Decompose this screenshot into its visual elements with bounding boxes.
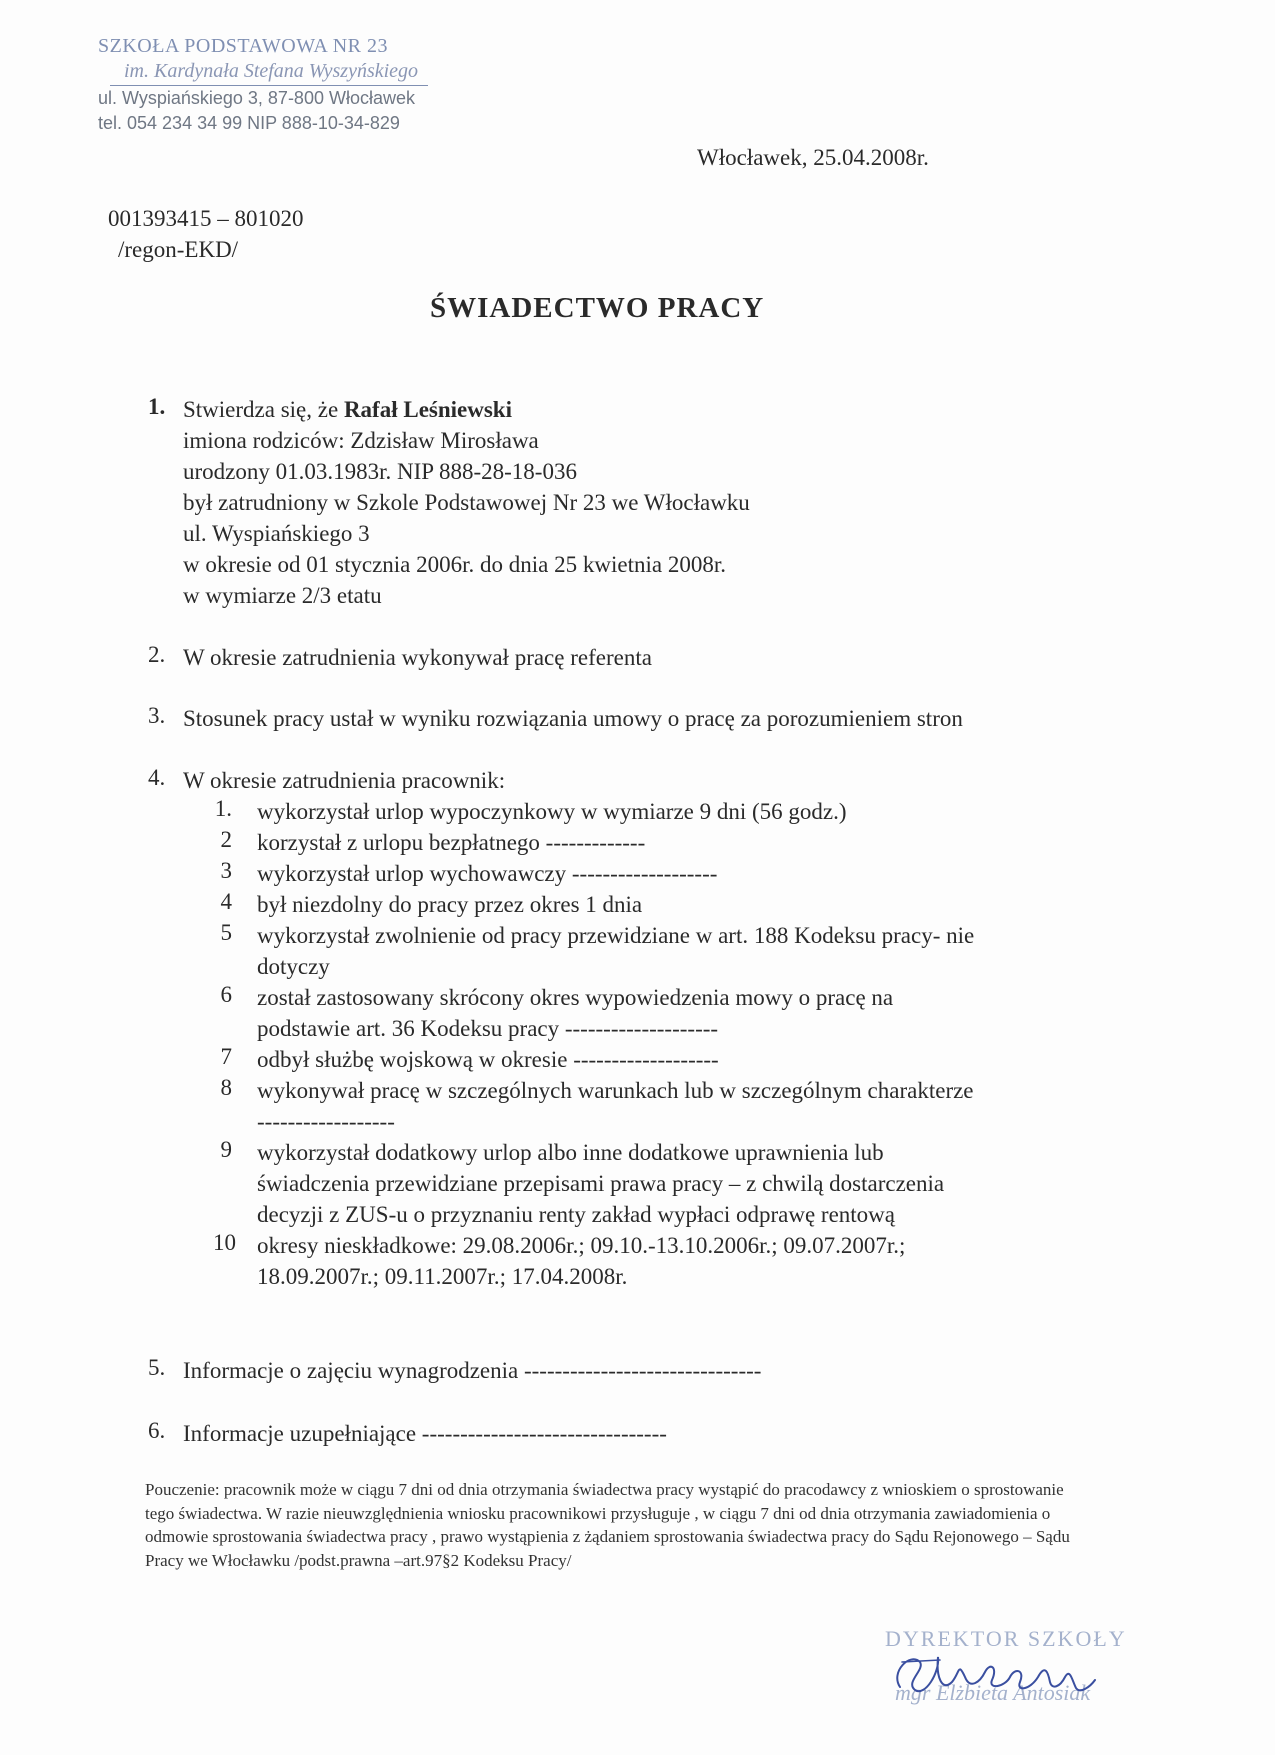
signature-title: DYREKTOR SZKOŁY: [885, 1626, 1127, 1651]
item-text: okresy nieskładkowe: 29.08.2006r.; 09.10.-13.10.2006r.; 09.07.2007r.; 18.09.2007r.; 09.11.2007r.; 17.04.2008r.: [257, 1233, 906, 1289]
document-title: ŚWIADECTWO PRACY: [430, 292, 765, 324]
section6-number: 6.: [148, 1418, 166, 1443]
section3-text: Stosunek pracy ustał w wyniku rozwiązania umowy o pracę za porozumieniem stron: [183, 706, 963, 731]
item-number: 3: [220, 858, 232, 883]
legal-notice: Pouczenie: pracownik może w ciągu 7 dni od dnia otrzymania świadectwa pracy wystąpić do pracodawcy z wnioskiem o sprostowanie tego świadectwa. W razie nieuwzględnienia wniosku pracownikowi przysługuje , w ciągu 7 dni od dnia otrzymania zawiadomienia o odmowie sprostowania świadectwa pracy , prawo wystąpienia z żądaniem sprostowania świadectwa pracy do Sądu Rejonowego – Sądu Pracy we Włocławku /podst.prawna –art.97§2 Kodeksu Pracy/: [145, 1480, 1070, 1570]
regon-number: 001393415 – 801020: [108, 206, 304, 231]
item-text: wykorzystał urlop wypoczynkowy w wymiarze 9 dni (56 godz.): [257, 799, 847, 824]
section1-intro: Stwierdza się, że: [183, 397, 339, 422]
item-number: 7: [220, 1044, 232, 1069]
regon-block: [108, 203, 304, 265]
school-name: SZKOŁA PODSTAWOWA NR 23: [98, 35, 388, 57]
section1-line: w okresie od 01 stycznia 2006r. do dnia 25 kwietnia 2008r.: [183, 552, 726, 577]
place-date: Włocławek, 25.04.2008r.: [697, 145, 929, 170]
item-number: 6: [220, 982, 232, 1007]
section2-number: 2.: [148, 642, 166, 667]
section6-text: Informacje uzupełniające --------------------------------: [183, 1421, 667, 1446]
school-contact: tel. 054 234 34 99 NIP 888-10-34-829: [98, 113, 400, 133]
section1-line: był zatrudniony w Szkole Podstawowej Nr 23 we Włocławku: [183, 490, 750, 515]
item-number: 2: [220, 827, 232, 852]
item-number: 8: [220, 1075, 232, 1100]
section1-line: urodzony 01.03.1983r. NIP 888-28-18-036: [183, 459, 577, 484]
section3-number: 3.: [148, 703, 166, 728]
item-text: został zastosowany skrócony okres wypowiedzenia mowy o pracę na podstawie art. 36 Kodeksu pracy --------------------: [257, 985, 894, 1041]
item-number: 4: [220, 889, 232, 914]
section5-number: 5.: [148, 1355, 166, 1380]
item-text: był niezdolny do pracy przez okres 1 dnia: [257, 892, 643, 917]
item-number: 10: [213, 1230, 236, 1255]
item-text: wykorzystał urlop wychowawczy -------------------: [257, 861, 718, 886]
item-number: 5: [220, 920, 232, 945]
item-text: odbył służbę wojskową w okresie -------------------: [257, 1047, 719, 1072]
section1: [183, 394, 750, 611]
item-text: korzystał z urlopu bezpłatnego -------------: [257, 830, 646, 855]
item-text: wykorzystał zwolnienie od pracy przewidziane w art. 188 Kodeksu pracy- nie dotyczy: [257, 923, 975, 979]
section1-line: w wymiarze 2/3 etatu: [183, 583, 382, 608]
section1-line: imiona rodziców: Zdzisław Mirosława: [183, 428, 539, 453]
school-patron: im. Kardynała Stefana Wyszyńskiego: [110, 59, 428, 86]
section1-number: 1.: [148, 394, 166, 419]
section4-text: W okresie zatrudnienia pracownik:: [183, 768, 506, 793]
section2-text: W okresie zatrudnienia wykonywał pracę referenta: [183, 645, 652, 670]
item-number: 9: [220, 1137, 232, 1162]
item-text: wykorzystał dodatkowy urlop albo inne dodatkowe uprawnienia lub świadczenia przewidziane przepisami prawa pracy – z chwilą dostarczenia decyzji z ZUS-u o przyznaniu renty zakład wypłaci odprawę rentową: [257, 1140, 945, 1227]
item-number: 1.: [214, 796, 232, 821]
item-text: wykonywał pracę w szczególnych warunkach lub w szczególnym charakterze ------------------: [257, 1078, 974, 1134]
section4-number: 4.: [148, 765, 166, 790]
employee-name: Rafał Leśniewski: [343, 397, 512, 422]
regon-label: /regon-EKD/: [118, 237, 239, 262]
school-stamp: [98, 34, 438, 136]
handwritten-signature: [880, 1632, 1120, 1712]
school-address: ul. Wyspiańskiego 3, 87-800 Włocławek: [98, 88, 415, 108]
signature-name: mgr Elżbieta Antosiak: [895, 1680, 1091, 1705]
section1-line: ul. Wyspiańskiego 3: [183, 521, 370, 546]
section5-text: Informacje o zajęciu wynagrodzenia -------------------------------: [183, 1358, 762, 1383]
